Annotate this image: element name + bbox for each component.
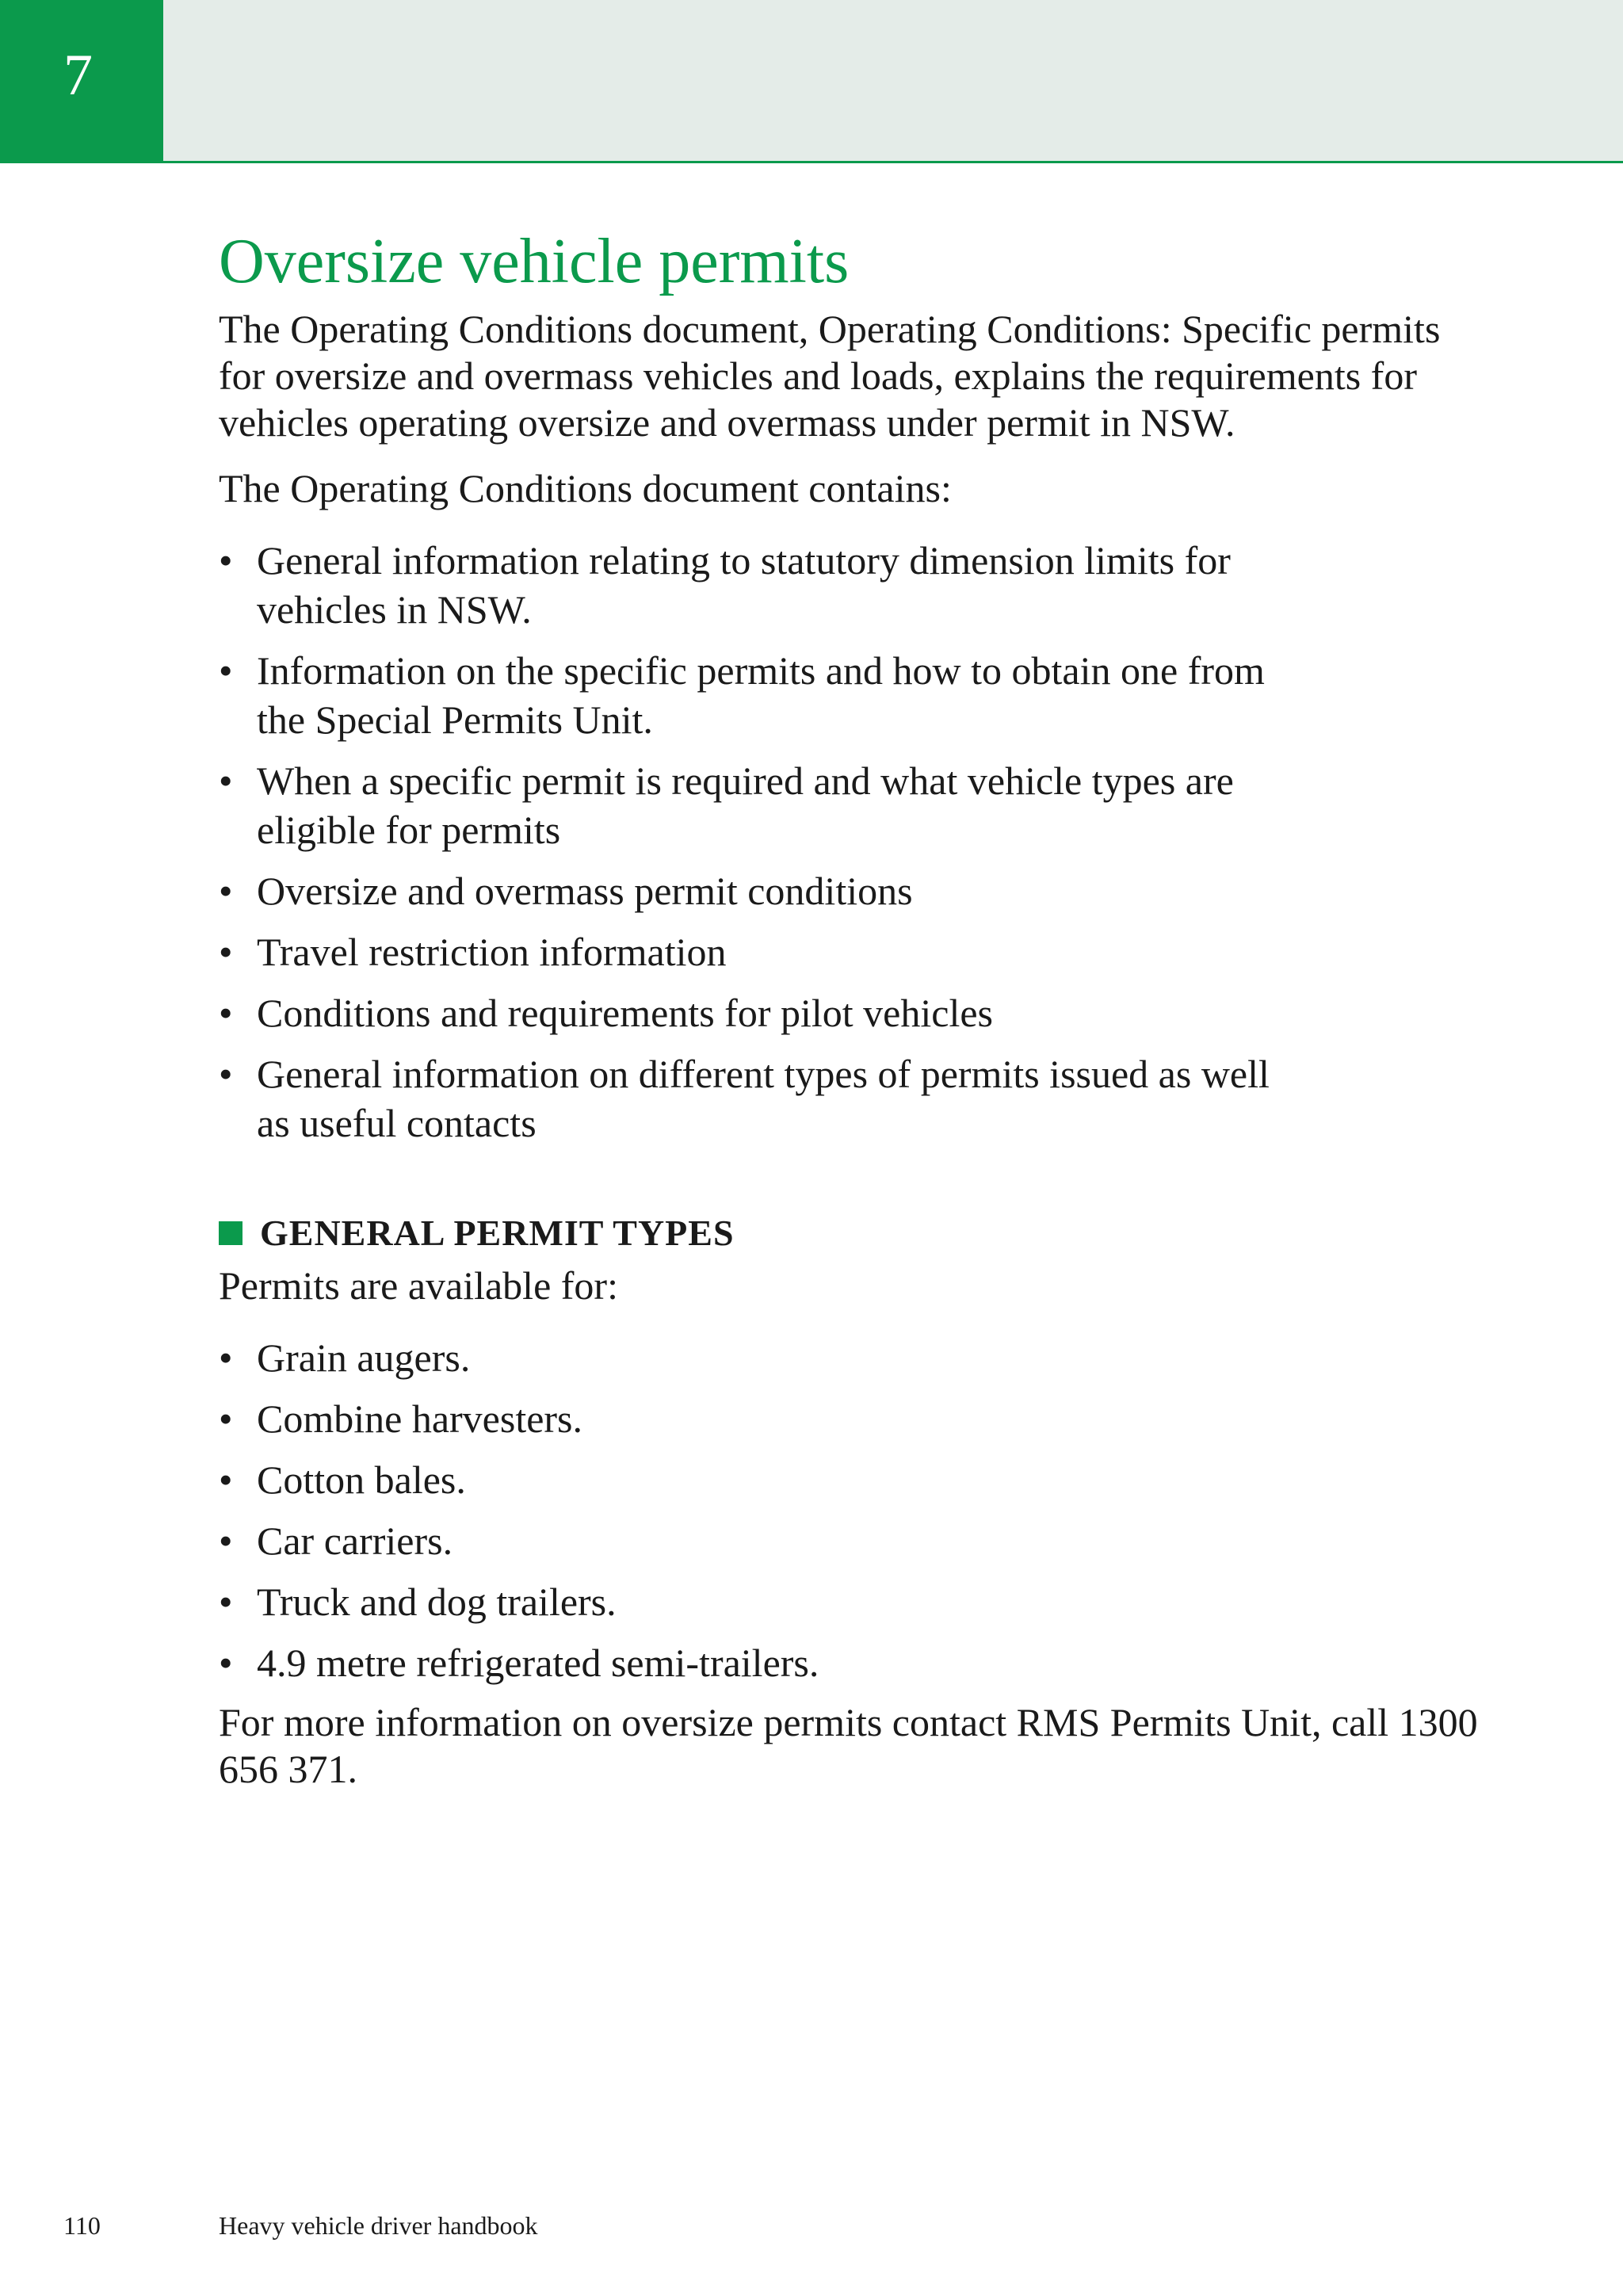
list-item-text: Truck and dog trailers. bbox=[257, 1580, 617, 1625]
list-item bbox=[219, 927, 1279, 976]
bullet-icon: • bbox=[219, 648, 233, 693]
bullet-icon: • bbox=[219, 869, 233, 913]
closing-paragraph: For more information on oversize permits contact RMS Permits Unit, call 1300 656 371. bbox=[219, 1700, 1478, 1792]
list-item-text: Oversize and overmass permit conditions bbox=[257, 869, 913, 913]
bullet-icon: • bbox=[219, 1457, 233, 1503]
list-item-text: Car carriers. bbox=[257, 1519, 453, 1564]
list-item-text: General information relating to statutory dimension limits for vehicles in NSW. bbox=[257, 538, 1231, 632]
list-item-text: When a specific permit is required and what vehicle types are eligible for permits bbox=[257, 758, 1234, 852]
bullet-icon: • bbox=[219, 538, 233, 583]
bullet-icon: • bbox=[219, 1335, 233, 1381]
square-icon bbox=[219, 1221, 242, 1245]
permits-lead: Permits are available for: bbox=[219, 1263, 618, 1308]
bullet-icon: • bbox=[219, 1052, 233, 1096]
list-item-text: Grain augers. bbox=[257, 1335, 471, 1381]
header-band bbox=[0, 0, 1623, 163]
bullet-icon: • bbox=[219, 1519, 233, 1564]
section-heading bbox=[219, 1211, 1487, 1255]
bullet-icon: • bbox=[219, 930, 233, 974]
page-title: Oversize vehicle permits bbox=[219, 227, 850, 296]
list-item bbox=[219, 1394, 1487, 1443]
footer-book-title: Heavy vehicle driver handbook bbox=[219, 2211, 538, 2240]
list-item-text: General information on different types of permits issued as well as useful contacts bbox=[257, 1052, 1270, 1145]
list-item-text: 4.9 metre refrigerated semi-trailers. bbox=[257, 1641, 819, 1686]
intro-paragraph: The Operating Conditions document, Operating Conditions: Specific permits for oversize and overmass vehicles and loads, explains the requirements for vehicles operating oversize and overmass under permit in NSW. bbox=[219, 307, 1441, 445]
bullet-icon: • bbox=[219, 758, 233, 803]
footer-page-number: 110 bbox=[63, 2211, 101, 2240]
list-item-text: Combine harvesters. bbox=[257, 1396, 583, 1442]
list-item bbox=[219, 1516, 1487, 1565]
bullet-icon: • bbox=[219, 1396, 233, 1442]
list-item-text: Travel restriction information bbox=[257, 930, 727, 974]
chapter-tab bbox=[0, 0, 163, 163]
list-item bbox=[219, 988, 1279, 1037]
list-item bbox=[219, 1638, 1487, 1687]
chapter-number: 7 bbox=[63, 43, 93, 108]
section-heading-text: GENERAL PERMIT TYPES bbox=[260, 1213, 735, 1253]
list-item bbox=[219, 1577, 1487, 1626]
permit-types-list bbox=[219, 1333, 1487, 1687]
list-item bbox=[219, 756, 1279, 854]
list-item bbox=[219, 866, 1279, 915]
list-item-text: Cotton bales. bbox=[257, 1457, 466, 1503]
bullet-icon: • bbox=[219, 991, 233, 1035]
main-content bbox=[219, 225, 1487, 1793]
bullet-icon: • bbox=[219, 1580, 233, 1625]
contains-list bbox=[219, 536, 1487, 1148]
list-item bbox=[219, 1455, 1487, 1504]
contains-lead: The Operating Conditions document contains: bbox=[219, 466, 952, 510]
list-item bbox=[219, 1333, 1487, 1382]
list-item-text: Conditions and requirements for pilot vehicles bbox=[257, 991, 993, 1035]
list-item bbox=[219, 646, 1279, 744]
bullet-icon: • bbox=[219, 1641, 233, 1686]
list-item bbox=[219, 1049, 1279, 1148]
list-item-text: Information on the specific permits and how to obtain one from the Special Permits Unit. bbox=[257, 648, 1265, 742]
list-item bbox=[219, 536, 1279, 634]
